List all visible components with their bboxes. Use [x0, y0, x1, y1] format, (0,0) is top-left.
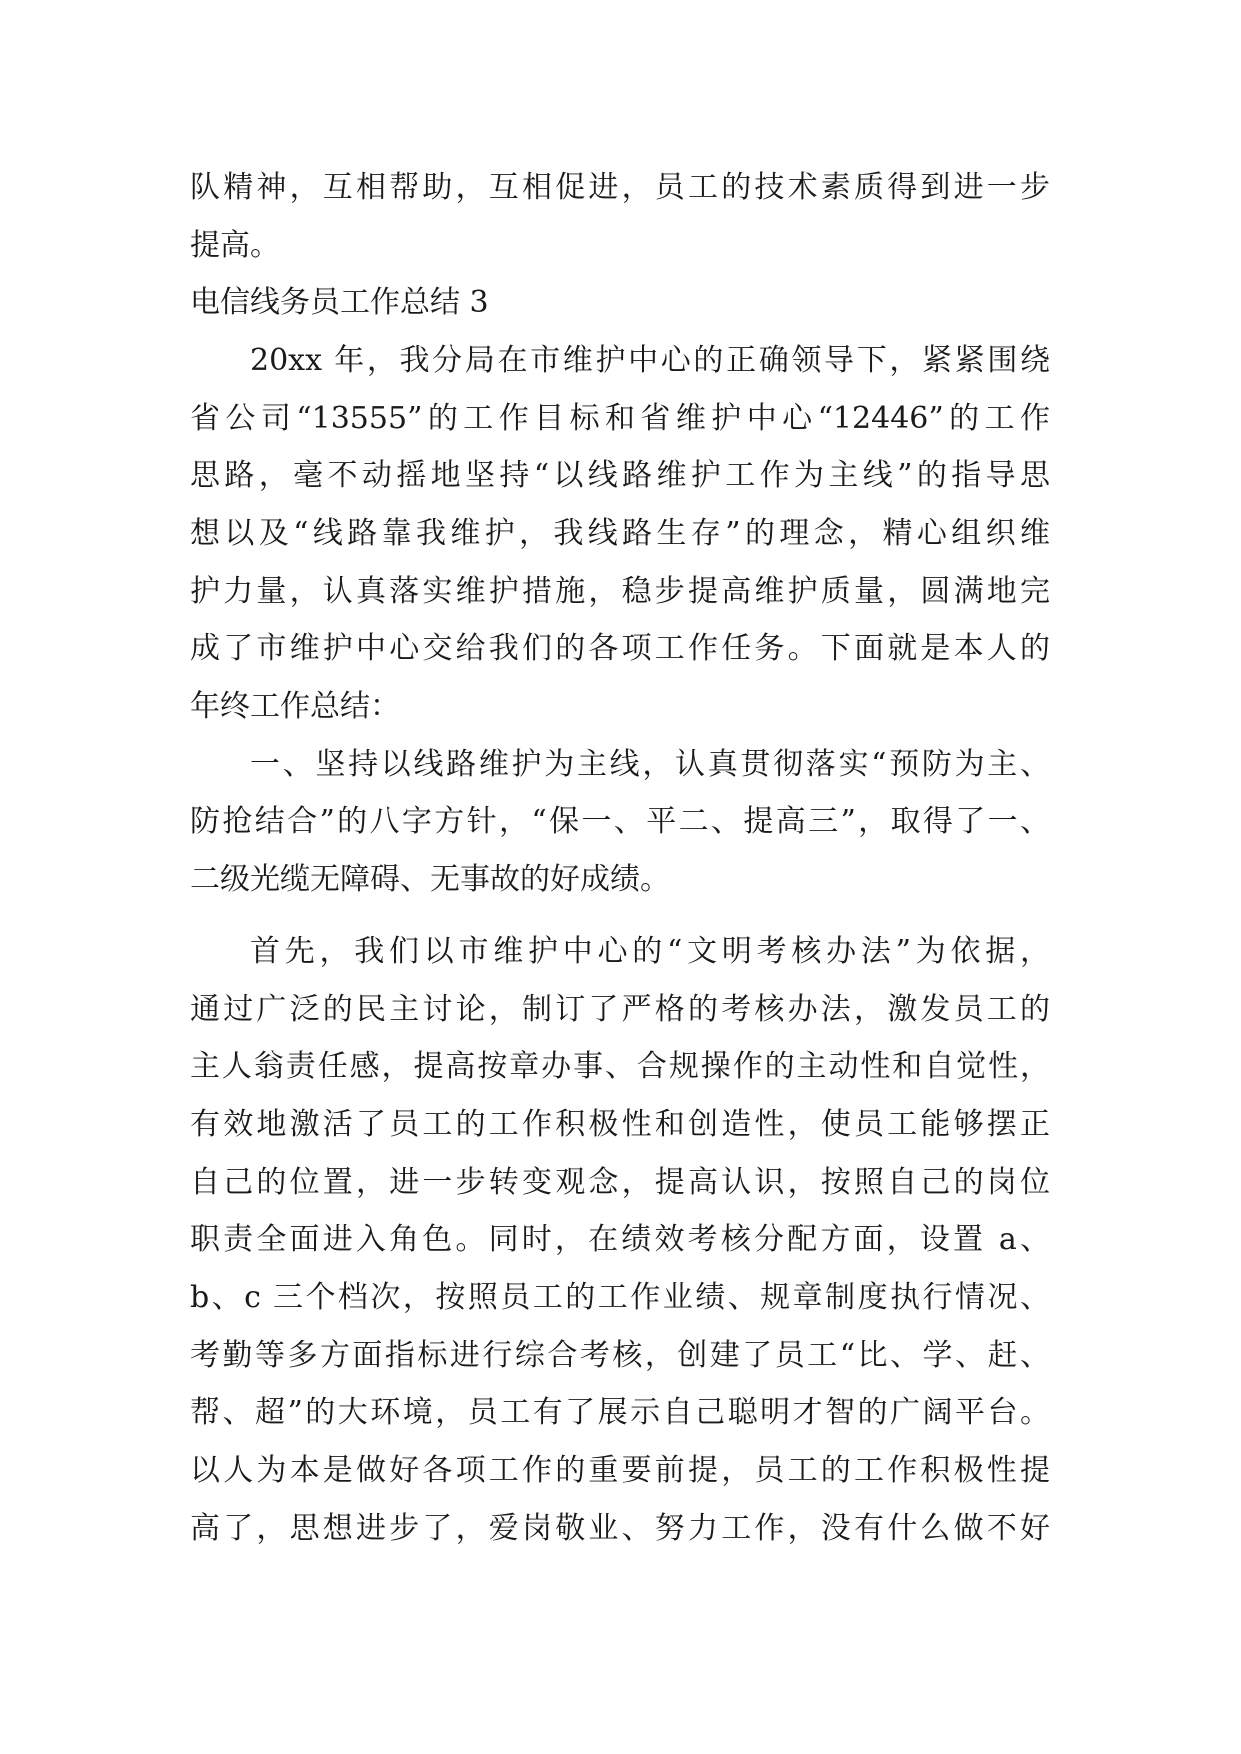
text-line: 高了，思想进步了，爱岗敬业、努力工作，没有什么做不好: [190, 1511, 1050, 1546]
text-line: 考勤等多方面指标进行综合考核，创建了员工“比、学、赶、: [190, 1338, 1050, 1373]
text-line: 帮、超”的大环境，员工有了展示自己聪明才智的广阔平台。: [190, 1395, 1050, 1430]
text-line: 提高。: [190, 228, 280, 263]
text-line: 防抢结合”的八字方针，“保一、平二、提高三”，取得了一、: [190, 804, 1050, 839]
text-line: 通过广泛的民主讨论，制订了严格的考核办法，激发员工的: [190, 992, 1050, 1027]
text-line: 以人为本是做好各项工作的重要前提，员工的工作积极性提: [190, 1453, 1050, 1488]
text-line: 职责全面进入角色。同时，在绩效考核分配方面，设置 a、: [190, 1222, 1050, 1257]
text-line: 思路，毫不动摇地坚持“以线路维护工作为主线”的指导思: [190, 458, 1050, 493]
text-line: 护力量，认真落实维护措施，稳步提高维护质量，圆满地完: [190, 574, 1050, 609]
text-line: 年终工作总结：: [190, 689, 400, 724]
text-line: b、c 三个档次，按照员工的工作业绩、规章制度执行情况、: [190, 1280, 1050, 1315]
text-line: 主人翁责任感，提高按章办事、合规操作的主动性和自觉性，: [190, 1049, 1050, 1084]
text-line: 自己的位置，进一步转变观念，提高认识，按照自己的岗位: [190, 1165, 1050, 1200]
text-line: 队精神，互相帮助，互相促进，员工的技术素质得到进一步: [190, 170, 1050, 205]
text-line: 首先，我们以市维护中心的“文明考核办法”为依据，: [250, 934, 1050, 969]
text-line: 有效地激活了员工的工作积极性和创造性，使员工能够摆正: [190, 1107, 1050, 1142]
text-line: 一、坚持以线路维护为主线，认真贯彻落实“预防为主、: [250, 747, 1050, 782]
text-line: 20xx 年，我分局在市维护中心的正确领导下，紧紧围绕: [250, 343, 1050, 378]
text-line: 二级光缆无障碍、无事故的好成绩。: [190, 862, 670, 897]
text-line: 成了市维护中心交给我们的各项工作任务。下面就是本人的: [190, 631, 1050, 666]
text-line: 省公司“13555”的工作目标和省维护中心“12446”的工作: [190, 401, 1050, 436]
text-line: 想以及“线路靠我维护，我线路生存”的理念，精心组织维: [190, 516, 1050, 551]
section-heading: 电信线务员工作总结 3: [190, 285, 489, 320]
